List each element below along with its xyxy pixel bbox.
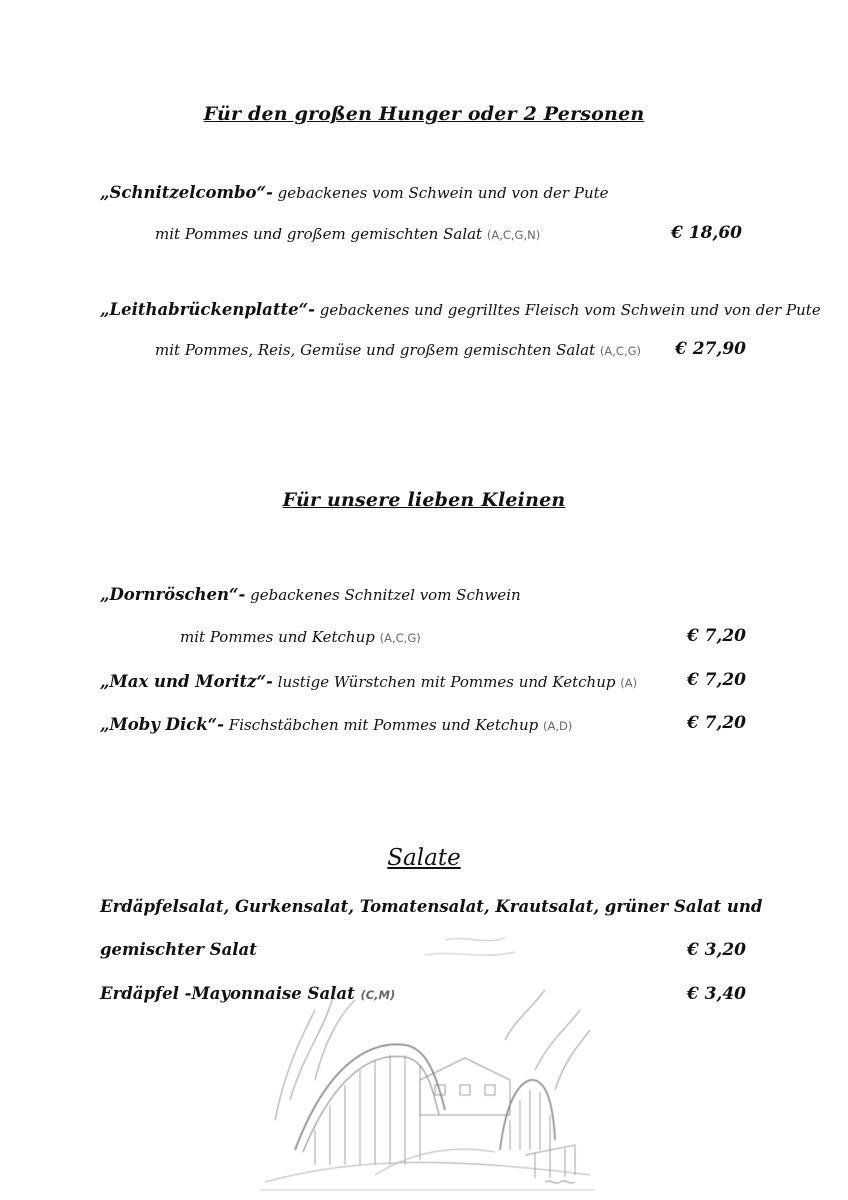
price: € 3,20	[686, 940, 746, 960]
price: € 3,40	[686, 984, 746, 1004]
salad-list-cont: gemischter Salat	[100, 940, 257, 959]
section-title-hunger: Für den großen Hunger oder 2 Personen	[203, 103, 645, 125]
item-description: mit Pommes und großem gemischten Salat	[155, 225, 487, 243]
allergen-codes: (C,M)	[360, 988, 396, 1002]
allergen-codes: (A,C,G,N)	[486, 228, 541, 242]
allergen-codes: (A,C,G)	[379, 631, 421, 645]
item-description: mit Pommes, Reis, Gemüse und großem gemischten Salat	[155, 341, 600, 359]
menu-item-moby-dick	[100, 715, 572, 734]
item-description: gebackenes und gegrilltes Fleisch vom Schwein und von der Pute	[314, 301, 821, 319]
item-description: gebackenes Schnitzel vom Schwein	[245, 586, 521, 604]
menu-item-schnitzelcombo-detail	[155, 225, 540, 243]
menu-item-schnitzelcombo	[100, 183, 609, 202]
menu-item-dornroeschen	[100, 585, 521, 604]
item-description: mit Pommes und Ketchup	[180, 628, 380, 646]
menu-item-leithabrueckenplatte	[100, 300, 821, 319]
allergen-codes: (A)	[620, 676, 638, 690]
item-description: lustige Würstchen mit Pommes und Ketchup	[272, 673, 621, 691]
price: € 7,20	[686, 626, 746, 646]
price: € 27,90	[675, 339, 746, 359]
section-title-salads: Salate	[387, 845, 461, 871]
price: € 18,60	[671, 223, 742, 243]
section-title-kids: Für unsere lieben Kleinen	[282, 489, 566, 511]
item-description: Fischstäbchen mit Pommes und Ketchup	[224, 716, 544, 734]
menu-item-max-und-moritz	[100, 672, 637, 691]
salad-list: Erdäpfelsalat, Gurkensalat, Tomatensalat, Krautsalat, grüner Salat und	[100, 897, 763, 916]
item-name: „Schnitzelcombo“-	[100, 183, 273, 202]
price: € 7,20	[686, 670, 746, 690]
item-name: „Max und Moritz“-	[100, 672, 273, 691]
price: € 7,20	[686, 713, 746, 733]
item-description: gebackenes vom Schwein und von der Pute	[272, 184, 609, 202]
item-name: Erdäpfel -Mayonnaise Salat	[100, 984, 361, 1003]
menu-item-leithabrueckenplatte-detail	[155, 341, 641, 359]
item-name: „Dornröschen“-	[100, 585, 246, 604]
menu-item-dornroeschen-detail	[180, 628, 421, 646]
bridge-sketch-icon	[255, 920, 600, 1195]
allergen-codes: (A,D)	[543, 719, 573, 733]
item-name: „Leithabrückenplatte“-	[100, 300, 315, 319]
item-name: „Moby Dick“-	[100, 715, 225, 734]
allergen-codes: (A,C,G)	[599, 344, 642, 358]
